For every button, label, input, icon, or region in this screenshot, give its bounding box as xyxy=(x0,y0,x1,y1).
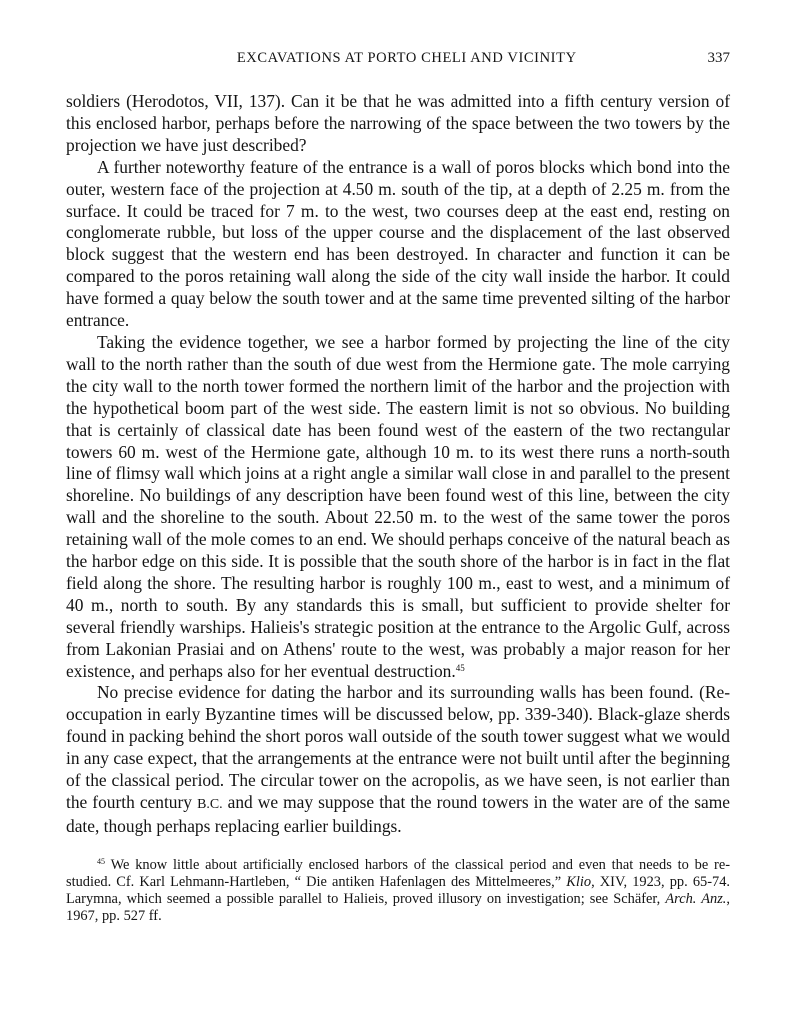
paragraph-3 xyxy=(66,332,730,683)
paragraph-4-text-b: and we may suppose that the round towers in the water are of the same date, though perhaps replacing earlier buildings. xyxy=(66,792,731,836)
page-number: 337 xyxy=(707,50,730,66)
footnote-journal-title: Klio xyxy=(566,874,592,891)
footnote-arch-anz: Arch. Anz. xyxy=(665,891,727,908)
running-title: EXCAVATIONS AT PORTO CHELI AND VICINITY xyxy=(236,50,577,66)
body-text xyxy=(66,91,730,838)
footnote-reference[interactable]: 45 xyxy=(455,662,465,673)
paragraph-2: A further noteworthy feature of the entrance is a wall of poros blocks which bond into the outer, western face of the projection at 4.50 m. south of the tip, at a depth of 2.25 m. from the surface. It could be traced for 7 m. to the west, two courses deep at the east end, resting on conglomerate rubble, but loss of the upper course and the displacement of the last observed block suggest that the western end has been destroyed. In character and function it can be compared to the poros retaining wall along the side of the city wall inside the harbor. It could have formed a quay below the south tower and at the same time prevented silting of the harbor entrance. xyxy=(66,156,730,331)
era-abbreviation: B.C. xyxy=(197,797,223,812)
page xyxy=(66,50,730,926)
footnote-text-c: , 1967, pp. 527 ff. xyxy=(66,891,730,925)
paragraph-4 xyxy=(66,682,730,837)
footnote-text-a: We know little about artificially enclosed harbors of the classical period and even that needs to be re-studied. Cf. Karl Lehmann-Hartleben, “ Die antiken Hafenlagen des Mittelmeeres,” xyxy=(66,856,730,891)
paragraph-3-text: Taking the evidence together, we see a harbor formed by projecting the line of the city wall to the north rather than the south of due west from the Hermione gate. The mole carrying the city wall to the north tower formed the northern limit of the harbor and the projection with the hypothetical boom part of the west side. The eastern limit is not so obvious. No building that is certainly of classical date has been found west of the eastern of the two rectangular towers 60 m. west of the Hermione gate, although 10 m. to its west there runs a north-south line of flimsy wall which joins at a right angle a similar wall close in and parallel to the present shoreline. No buildings of any description have been found west of this line, between the city wall and the shoreline to the south. About 22.50 m. to the west of the same tower the poros retaining wall of the mole comes to an end. We should perhaps conceive of the natural beach as the harbor edge on this side. It is possible that the south shore of the harbor is in fact in the flat field along the shore. The resulting harbor is roughly 100 m., east to west, and a minimum of 40 m., north to south. By any standards this is small, but sufficient to provide shelter for several friendly warships. Halieis's strategic position at the entrance to the Argolic Gulf, across from Lakonian Prasiai and on Athens' route to the west, was probably a major reason for her existence, and perhaps also for her eventual destruction. xyxy=(66,331,730,681)
footnote-text-b: , XIV, 1923, pp. 65-74. Larymna, which seemed a possible parallel to Halieis, proved illusory on investigation; see Schäfer, xyxy=(66,874,730,908)
paragraph-4-text-a: No precise evidence for dating the harbor and its surrounding walls has been found. (Re-occupation in early Byzantine times will be discussed below, pp. 339-340). Black-glaze sherds found in packing behind the short poros wall outside of the south tower suggest what we would in any case expect, that the arrangements at the entrance were not built until after the beginning of the classical period. The circular tower on the acropolis, as we have seen, is not earlier than the fourth century xyxy=(66,682,730,812)
paragraph-1: soldiers (Herodotos, VII, 137). Can it be that he was admitted into a fifth century version of this enclosed harbor, perhaps before the narrowing of the space between the two towers by the projection we have just described? xyxy=(66,91,730,155)
running-header xyxy=(66,50,730,76)
footnote-number: 45 xyxy=(97,856,105,866)
footnote xyxy=(66,857,730,926)
